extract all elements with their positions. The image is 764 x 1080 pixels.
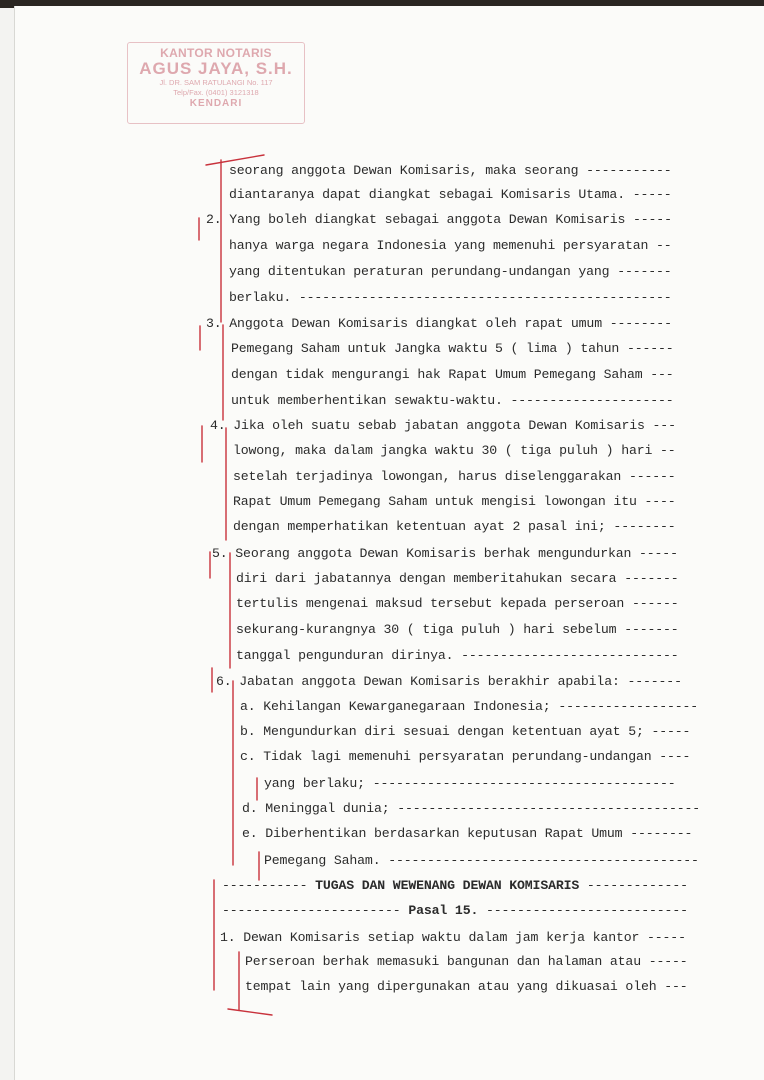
text-line: sekurang-kurangnya 30 ( tiga puluh ) hari sebelum -------: [236, 622, 679, 637]
text-line: seorang anggota Dewan Komisaris, maka seorang -----------: [229, 163, 672, 178]
text-line: diantaranya dapat diangkat sebagai Komisaris Utama. -----: [229, 187, 672, 202]
text-line: lowong, maka dalam jangka waktu 30 ( tiga puluh ) hari --: [233, 443, 676, 458]
text-line: setelah terjadinya lowongan, harus diselenggarakan ------: [233, 469, 676, 484]
text-line: Perseroan berhak memasuki bangunan dan halaman atau -----: [245, 954, 688, 969]
stamp-line-5: KENDARI: [189, 98, 243, 109]
text-line: Pemegang Saham. ----------------------------------------: [264, 853, 699, 868]
pen-mark-bottom: [228, 1009, 272, 1015]
text-line: 2. Yang boleh diangkat sebagai anggota Dewan Komisaris -----: [206, 212, 672, 227]
text-line: yang berlaku; ---------------------------------------: [264, 776, 676, 791]
text-line: berlaku. ------------------------------------------------: [229, 290, 672, 305]
pen-mark-top: [206, 155, 264, 165]
text-line: tertulis mengenai maksud tersebut kepada perseroan ------: [236, 596, 679, 611]
text-line: tanggal pengunduran dirinya. ----------------------------: [236, 648, 679, 663]
text-line: Rapat Umum Pemegang Saham untuk mengisi lowongan itu ----: [233, 494, 676, 509]
text-line: 3. Anggota Dewan Komisaris diangkat oleh rapat umum --------: [206, 316, 672, 331]
article-dash-left: -----------------------: [222, 903, 401, 918]
text-line: 4. Jika oleh suatu sebab jabatan anggota Dewan Komisaris ---: [210, 418, 676, 433]
text-line: e. Diberhentikan berdasarkan keputusan Rapat Umum --------: [242, 826, 693, 841]
text-line: 1. Dewan Komisaris setiap waktu dalam jam kerja kantor -----: [220, 930, 686, 945]
text-line: tempat lain yang dipergunakan atau yang dikuasai oleh ---: [245, 979, 688, 994]
text-line: yang ditentukan peraturan perundang-undangan yang -------: [229, 264, 672, 279]
stamp-line-2: AGUS JAYA, S.H.: [139, 59, 293, 78]
heading-title: TUGAS DAN WEWENANG DEWAN KOMISARIS: [315, 878, 580, 893]
heading-dash-left: -----------: [222, 878, 308, 893]
text-line: d. Meninggal dunia; ---------------------------------------: [242, 801, 701, 816]
text-line: a. Kehilangan Kewarganegaraan Indonesia; ------------------: [240, 699, 699, 714]
stamp-line-4: Telp/Fax. (0401) 3121318: [173, 88, 259, 97]
article-title: Pasal 15.: [408, 903, 479, 918]
text-line: diri dari jabatannya dengan memberitahukan secara -------: [236, 571, 679, 586]
text-line: 6. Jabatan anggota Dewan Komisaris berakhir apabila: -------: [216, 674, 682, 689]
stamp-line-1: KANTOR NOTARIS: [160, 46, 272, 60]
text-line: dengan memperhatikan ketentuan ayat 2 pasal ini; --------: [233, 519, 676, 534]
text-line: untuk memberhentikan sewaktu-waktu. ---------------------: [231, 393, 674, 408]
text-line: hanya warga negara Indonesia yang memenuhi persyaratan --: [229, 238, 672, 253]
text-line: c. Tidak lagi memenuhi persyaratan perundang-undangan ----: [240, 749, 691, 764]
text-line: 5. Seorang anggota Dewan Komisaris berhak mengundurkan -----: [212, 546, 678, 561]
text-line: dengan tidak mengurangi hak Rapat Umum Pemegang Saham ---: [231, 367, 674, 382]
text-line: b. Mengundurkan diri sesuai dengan ketentuan ayat 5; -----: [240, 724, 691, 739]
text-line: Pemegang Saham untuk Jangka waktu 5 ( lima ) tahun ------: [231, 341, 674, 356]
stamp-line-3: Jl. DR. SAM RATULANGI No. 117: [159, 78, 273, 87]
heading-dash-right: -------------: [586, 878, 688, 893]
article-dash-right: --------------------------: [485, 903, 688, 918]
